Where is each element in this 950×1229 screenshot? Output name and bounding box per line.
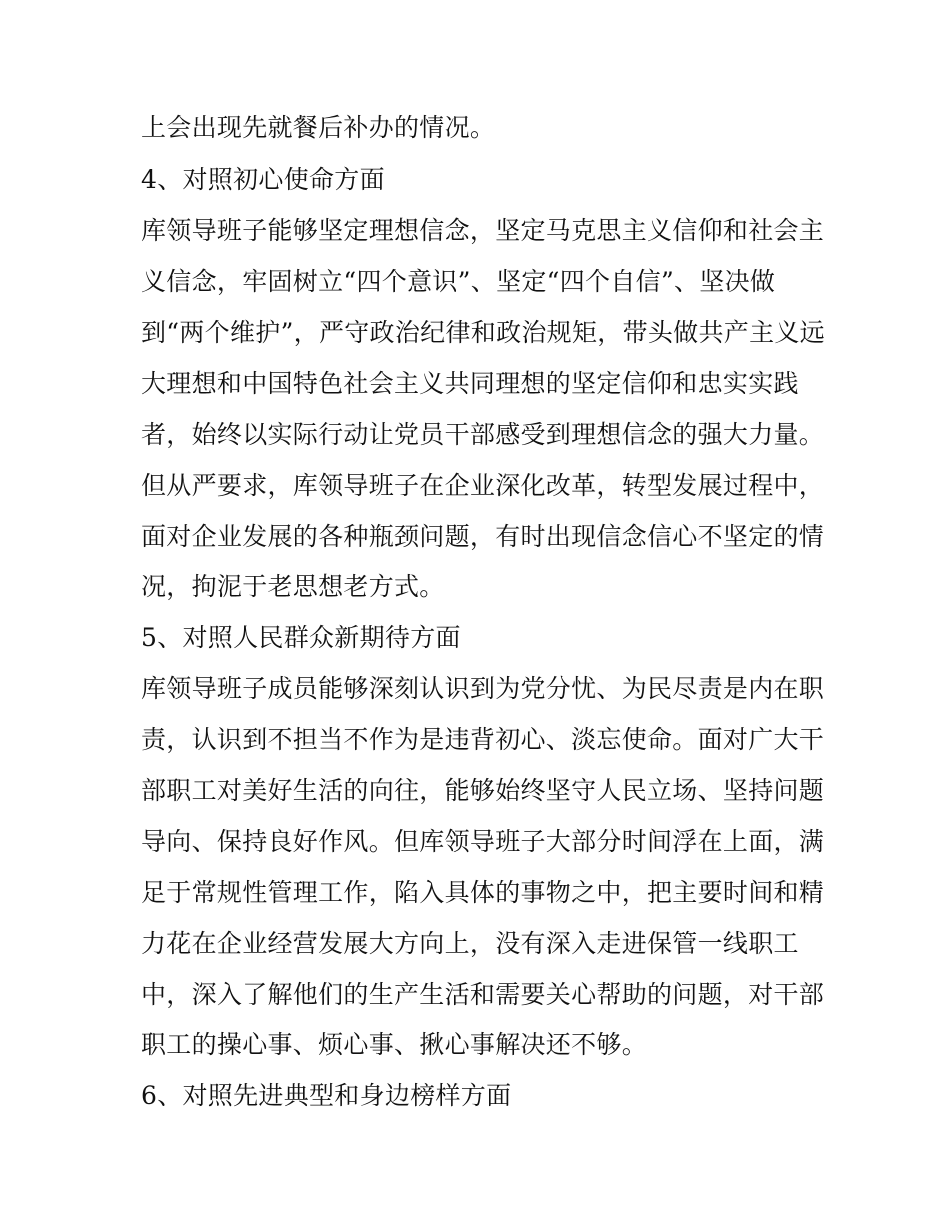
section-heading-5: 5、对照人民群众新期待方面 <box>141 623 461 652</box>
text-line: 大理想和中国特色社会主义共同理想的坚定信仰和忠实实践 <box>141 369 799 398</box>
text-line: 责，认识到不担当不作为是违背初心、淡忘使命。面对广大干 <box>141 725 825 754</box>
text-line: 导向、保持良好作风。但库领导班子大部分时间浮在上面，满 <box>141 827 825 856</box>
text-line: 库领导班子能够坚定理想信念，坚定马克思主义信仰和社会主 <box>141 216 825 245</box>
section-heading-4: 4、对照初心使命方面 <box>141 165 385 194</box>
text-line: 面对企业发展的各种瓶颈问题，有时出现信念信心不坚定的情 <box>141 522 825 551</box>
section-heading-6: 6、对照先进典型和身边榜样方面 <box>141 1081 512 1110</box>
text-line: 义信念，牢固树立“四个意识”、坚定“四个自信”、坚决做 <box>141 267 776 296</box>
text-line: 中，深入了解他们的生产生活和需要关心帮助的问题，对干部 <box>141 980 825 1009</box>
text-line: 力花在企业经营发展大方向上，没有深入走进保管一线职工 <box>141 929 799 958</box>
text-line: 到“两个维护”，严守政治纪律和政治规矩，带头做共产主义远 <box>141 318 825 347</box>
text-line: 部职工对美好生活的向往，能够始终坚守人民立场、坚持问题 <box>141 776 825 805</box>
text-line: 但从严要求，库领导班子在企业深化改革，转型发展过程中， <box>141 471 825 500</box>
text-line: 足于常规性管理工作，陷入具体的事物之中，把主要时间和精 <box>141 878 825 907</box>
text-line: 况，拘泥于老思想老方式。 <box>141 572 445 601</box>
text-line: 者，始终以实际行动让党员干部感受到理想信念的强大力量。 <box>141 420 825 449</box>
text-line: 上会出现先就餐后补办的情况。 <box>141 113 496 142</box>
text-line: 库领导班子成员能够深刻认识到为党分忧、为民尽责是内在职 <box>141 674 825 703</box>
text-line: 职工的操心事、烦心事、揪心事解决还不够。 <box>141 1030 648 1059</box>
